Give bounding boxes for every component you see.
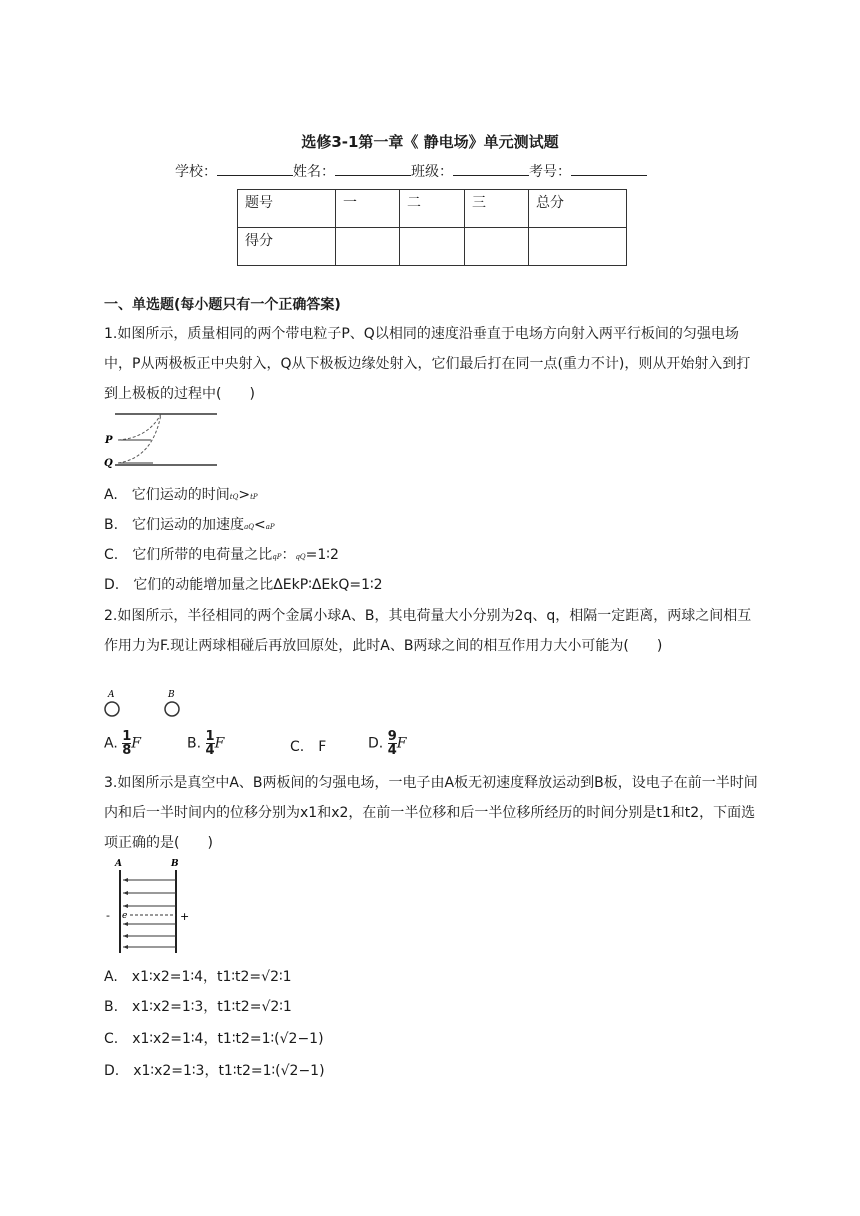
- q2-option-a-var: F: [131, 735, 141, 752]
- q1-option-d[interactable]: D. 它们的动能增加量之比ΔEkP∶ΔEkQ=1∶2: [104, 577, 383, 593]
- frac-den: 4: [205, 743, 215, 758]
- q1-option-c-sub2: qQ: [295, 553, 306, 561]
- score-table-cell: 总分: [529, 190, 627, 228]
- q1-option-a-symbol: >: [238, 487, 251, 503]
- q2-option-d-label: D.: [368, 735, 384, 752]
- q1-figure: [103, 410, 219, 470]
- question-3-stem: 3.如图所示是真空中A、B两板间的匀强电场，一电子由A板无初速度释放运动到B板，设电子在前一半时间内和后一半时间内的位移分别为x1和x2，在前一半位移和后一半位移所经历的时间分别是t1和t2，下面选项正确的是( ): [104, 775, 758, 851]
- q2-figure: [104, 688, 184, 720]
- score-input-cell[interactable]: [400, 228, 465, 266]
- q1-option-a[interactable]: [104, 484, 258, 504]
- frac-den: 4: [387, 743, 397, 758]
- score-table-cell: 题号: [238, 190, 336, 228]
- q2-option-a[interactable]: [104, 730, 141, 757]
- q1-option-c[interactable]: [104, 544, 339, 564]
- q2-option-b-var: F: [214, 735, 225, 752]
- q1-option-b-sub2: aP: [265, 523, 275, 531]
- q3-fig-minus: -: [106, 909, 110, 922]
- q3-option-c[interactable]: C. x1∶x2=1∶4，t1∶t2=1∶(√2−1): [104, 1031, 324, 1047]
- q2-option-a-label: A.: [104, 735, 118, 752]
- q1-fig-label-p: P: [105, 435, 113, 446]
- school-blank[interactable]: [217, 163, 293, 176]
- q3-fig-label-b: B: [171, 859, 179, 869]
- q1-option-c-sub1: qP: [272, 553, 282, 561]
- q1-option-a-text: A. 它们运动的时间: [104, 487, 230, 503]
- frac-num: 9: [387, 729, 397, 744]
- score-table-cell: 得分: [238, 228, 336, 266]
- exam-no-label: 考号：: [529, 164, 571, 180]
- q2-option-d[interactable]: [368, 730, 406, 757]
- q1-option-a-sub2: tP: [250, 493, 258, 501]
- student-info-line: [175, 161, 647, 181]
- q1-option-c-ratio: =1∶2: [305, 547, 339, 563]
- name-blank[interactable]: [335, 163, 411, 176]
- score-table-header-row: [238, 190, 627, 228]
- q2-fig-label-b: B: [168, 690, 175, 700]
- score-table-cell: 三: [465, 190, 529, 228]
- q1-fig-label-q: Q: [104, 458, 113, 469]
- q3-fig-plus: +: [180, 910, 190, 923]
- q1-option-b[interactable]: [104, 514, 275, 534]
- q2-option-b-label: B.: [187, 735, 202, 752]
- fraction-nine-quarters: [388, 730, 397, 757]
- q2-option-b[interactable]: [187, 730, 224, 757]
- q3-option-d[interactable]: D. x1∶x2=1∶3，t1∶t2=1∶(√2−1): [104, 1063, 325, 1079]
- class-blank[interactable]: [453, 163, 529, 176]
- name-label: 姓名：: [293, 164, 335, 180]
- q1-option-b-symbol: <: [253, 517, 266, 533]
- question-2-stem: 2.如图所示，半径相同的两个金属小球A、B，其电荷量大小分别为2q、q，相隔一定距离，两球之间相互作用力为F.现让两球相碰后再放回原处，此时A、B两球之间的相互作用力大小可能为( ): [104, 608, 752, 654]
- frac-den: 8: [122, 743, 132, 758]
- frac-num: 1: [122, 729, 132, 744]
- exam-no-blank[interactable]: [571, 163, 647, 176]
- q3-option-a[interactable]: A. x1∶x2=1∶4，t1∶t2=√2∶1: [104, 969, 292, 985]
- score-table: [237, 189, 627, 266]
- q1-option-a-sub1: tQ: [229, 493, 239, 501]
- ball-a: [105, 702, 119, 716]
- score-table-cell: 一: [336, 190, 400, 228]
- q3-fig-label-a: A: [115, 859, 122, 869]
- fraction-one-quarter: [206, 730, 215, 757]
- q1-option-c-mid: ：: [281, 547, 296, 563]
- q3-figure: [104, 857, 194, 955]
- q3-option-b[interactable]: B. x1∶x2=1∶3，t1∶t2=√2∶1: [104, 999, 292, 1015]
- frac-num: 1: [205, 729, 215, 744]
- q2-option-d-var: F: [396, 735, 407, 752]
- score-table-cell: 二: [400, 190, 465, 228]
- score-input-cell[interactable]: [336, 228, 400, 266]
- q1-option-b-text: B. 它们运动的加速度: [104, 517, 245, 533]
- q1-option-b-sub1: aQ: [244, 523, 254, 531]
- q2-fig-label-a: A: [108, 690, 115, 700]
- fraction-one-eighth: [122, 730, 131, 757]
- q1-option-c-text: C. 它们所带的电荷量之比: [104, 547, 273, 563]
- class-label: 班级：: [411, 164, 453, 180]
- q2-option-c[interactable]: C. F: [290, 739, 327, 755]
- question-1-stem: 1.如图所示，质量相同的两个带电粒子P、Q以相同的速度沿垂直于电场方向射入两平行板间的匀强电场中，P从两极板正中央射入，Q从下极板边缘处射入，它们最后打在同一点(重力不计)，则从开始射入到打到上极板的过程中( ): [104, 326, 751, 402]
- score-table-score-row: [238, 228, 627, 266]
- section-title: 一、单选题(每小题只有一个正确答案): [104, 297, 341, 313]
- page-title: 选修3-1第一章《 静电场》单元测试题: [301, 133, 559, 151]
- score-input-cell[interactable]: [465, 228, 529, 266]
- school-label: 学校：: [175, 164, 217, 180]
- ball-b: [165, 702, 179, 716]
- q3-fig-label-e: e: [122, 911, 128, 921]
- score-input-cell[interactable]: [529, 228, 627, 266]
